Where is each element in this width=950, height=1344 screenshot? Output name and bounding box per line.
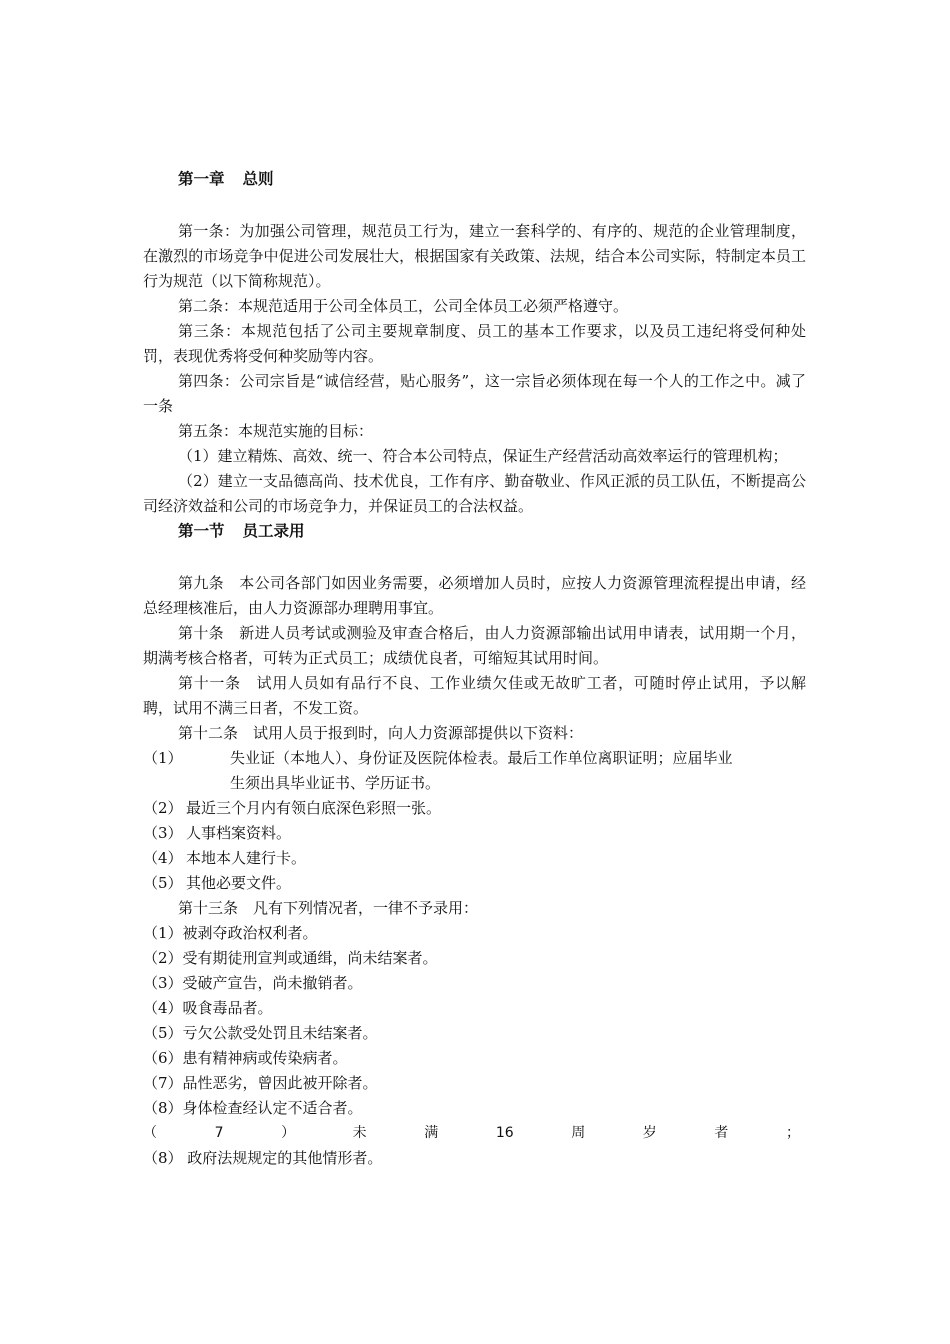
doc-item-number: （3）	[143, 824, 183, 842]
doc-item-1-continuation: 生须出具毕业证书、学历证书。	[230, 774, 441, 792]
section-number: 第一节	[178, 522, 225, 540]
doc-item-text: 人事档案资料。	[186, 824, 292, 842]
spread-char: 16	[495, 1125, 514, 1141]
doc-item-number: （5）	[143, 874, 183, 892]
article-12-label: 第十二条	[178, 724, 239, 742]
spread-char: ）	[281, 1125, 296, 1141]
exclusion-item: （3）受破产宣告，尚未撤销者。	[143, 974, 363, 992]
section-heading	[178, 519, 806, 544]
article-12-text: 试用人员于报到时，向人力资源部提供以下资料：	[253, 724, 584, 742]
doc-item-4	[143, 846, 806, 871]
spread-char: 满	[424, 1125, 439, 1141]
article-10	[143, 621, 806, 671]
exclusion-item: （1）被剥夺政治权利者。	[143, 924, 318, 942]
article-9-label: 第九条	[178, 574, 224, 592]
article-10-label: 第十条	[178, 624, 224, 642]
spread-char: 未	[352, 1125, 367, 1141]
article-1: 第一条：为加强公司管理，规范员工行为，建立一套科学的、有序的、规范的企业管理制度，在激烈的市场竞争中促进公司发展壮大，根据国家有关政策、法规，结合本公司实际，特制定本员工行为规范（以下简称规范）。	[143, 222, 806, 290]
spread-char: 周	[571, 1125, 586, 1141]
doc-item-2	[143, 796, 806, 821]
spread-char: （	[143, 1125, 157, 1141]
chapter-number: 第一章	[178, 170, 225, 188]
justified-exclusion-line	[143, 1121, 806, 1146]
doc-item-text: 失业证（本地人）、身份证及医院体检表。最后工作单位离职证明；应届毕业	[230, 749, 733, 767]
article-2: 第二条：本规范适用于公司全体员工，公司全体员工必须严格遵守。	[178, 297, 629, 315]
exclusion-item: （7）品性恶劣，曾因此被开除者。	[143, 1074, 378, 1092]
spread-char: ；	[785, 1125, 800, 1141]
exclusion-item: （5）亏欠公款受处罚且未结案者。	[143, 1024, 378, 1042]
goal-2: （2）建立一支品德高尚、技术优良，工作有序、勤奋敬业、作风正派的员工队伍，不断提高公司经济效益和公司的市场竞争力，并保证员工的合法权益。	[143, 472, 806, 515]
doc-item-number: （2）	[143, 799, 183, 817]
section-title: 员工录用	[242, 522, 305, 540]
article-11	[143, 671, 806, 721]
article-9	[143, 571, 806, 621]
doc-item-number: （1）	[143, 749, 183, 767]
article-3: 第三条：本规范包括了公司主要规章制度、员工的基本工作要求，以及员工违纪将受何种处罚，表现优秀将受何种奖励等内容。	[143, 322, 806, 365]
chapter-heading	[178, 167, 806, 192]
spread-char: 岁	[642, 1125, 657, 1141]
goal-1: （1）建立精炼、高效、统一、符合本公司特点，保证生产经营活动高效率运行的管理机构；	[178, 447, 788, 465]
exclusion-item-last: （8） 政府法规规定的其他情形者。	[143, 1149, 383, 1167]
doc-item-text: 本地本人建行卡。	[186, 849, 307, 867]
spread-char: 者	[714, 1125, 729, 1141]
doc-item-1	[143, 746, 806, 771]
doc-item-text: 最近三个月内有领白底深色彩照一张。	[186, 799, 442, 817]
article-9-text: 本公司各部门如因业务需要，必须增加人员时，应按人力资源管理流程提出申请，经总经理核准后，由人力资源部办理聘用事宜。	[143, 574, 806, 617]
article-13-text: 凡有下列情况者，一律不予录用：	[253, 899, 479, 917]
article-4: 第四条：公司宗旨是“诚信经营，贴心服务”，这一宗旨必须体现在每一个人的工作之中。减了一条	[143, 372, 806, 415]
article-13-label: 第十三条	[178, 899, 239, 917]
doc-item-3	[143, 821, 806, 846]
article-11-text: 试用人员如有品行不良、工作业绩欠佳或无故旷工者，可随时停止试用，予以解聘，试用不满三日者，不发工资。	[143, 674, 806, 717]
doc-item-number: （4）	[143, 849, 183, 867]
article-10-text: 新进人员考试或测验及审查合格后，由人力资源部输出试用申请表，试用期一个月，期满考核合格者，可转为正式员工；成绩优良者，可缩短其试用时间。	[143, 624, 806, 667]
document-body	[143, 164, 806, 1171]
exclusion-item: （8）身体检查经认定不适合者。	[143, 1099, 363, 1117]
article-11-label: 第十一条	[178, 674, 241, 692]
article-13	[143, 896, 806, 921]
chapter-title: 总则	[242, 170, 274, 188]
exclusion-item: （4）吸食毒品者。	[143, 999, 273, 1017]
exclusion-item: （2）受有期徒刑宣判或通缉，尚未结案者。	[143, 949, 438, 967]
spread-char: 7	[214, 1125, 224, 1141]
doc-item-5	[143, 871, 806, 896]
article-12	[143, 721, 806, 746]
exclusion-item: （6）患有精神病或传染病者。	[143, 1049, 348, 1067]
doc-item-text: 其他必要文件。	[186, 874, 292, 892]
article-5: 第五条：本规范实施的目标：	[178, 422, 374, 440]
